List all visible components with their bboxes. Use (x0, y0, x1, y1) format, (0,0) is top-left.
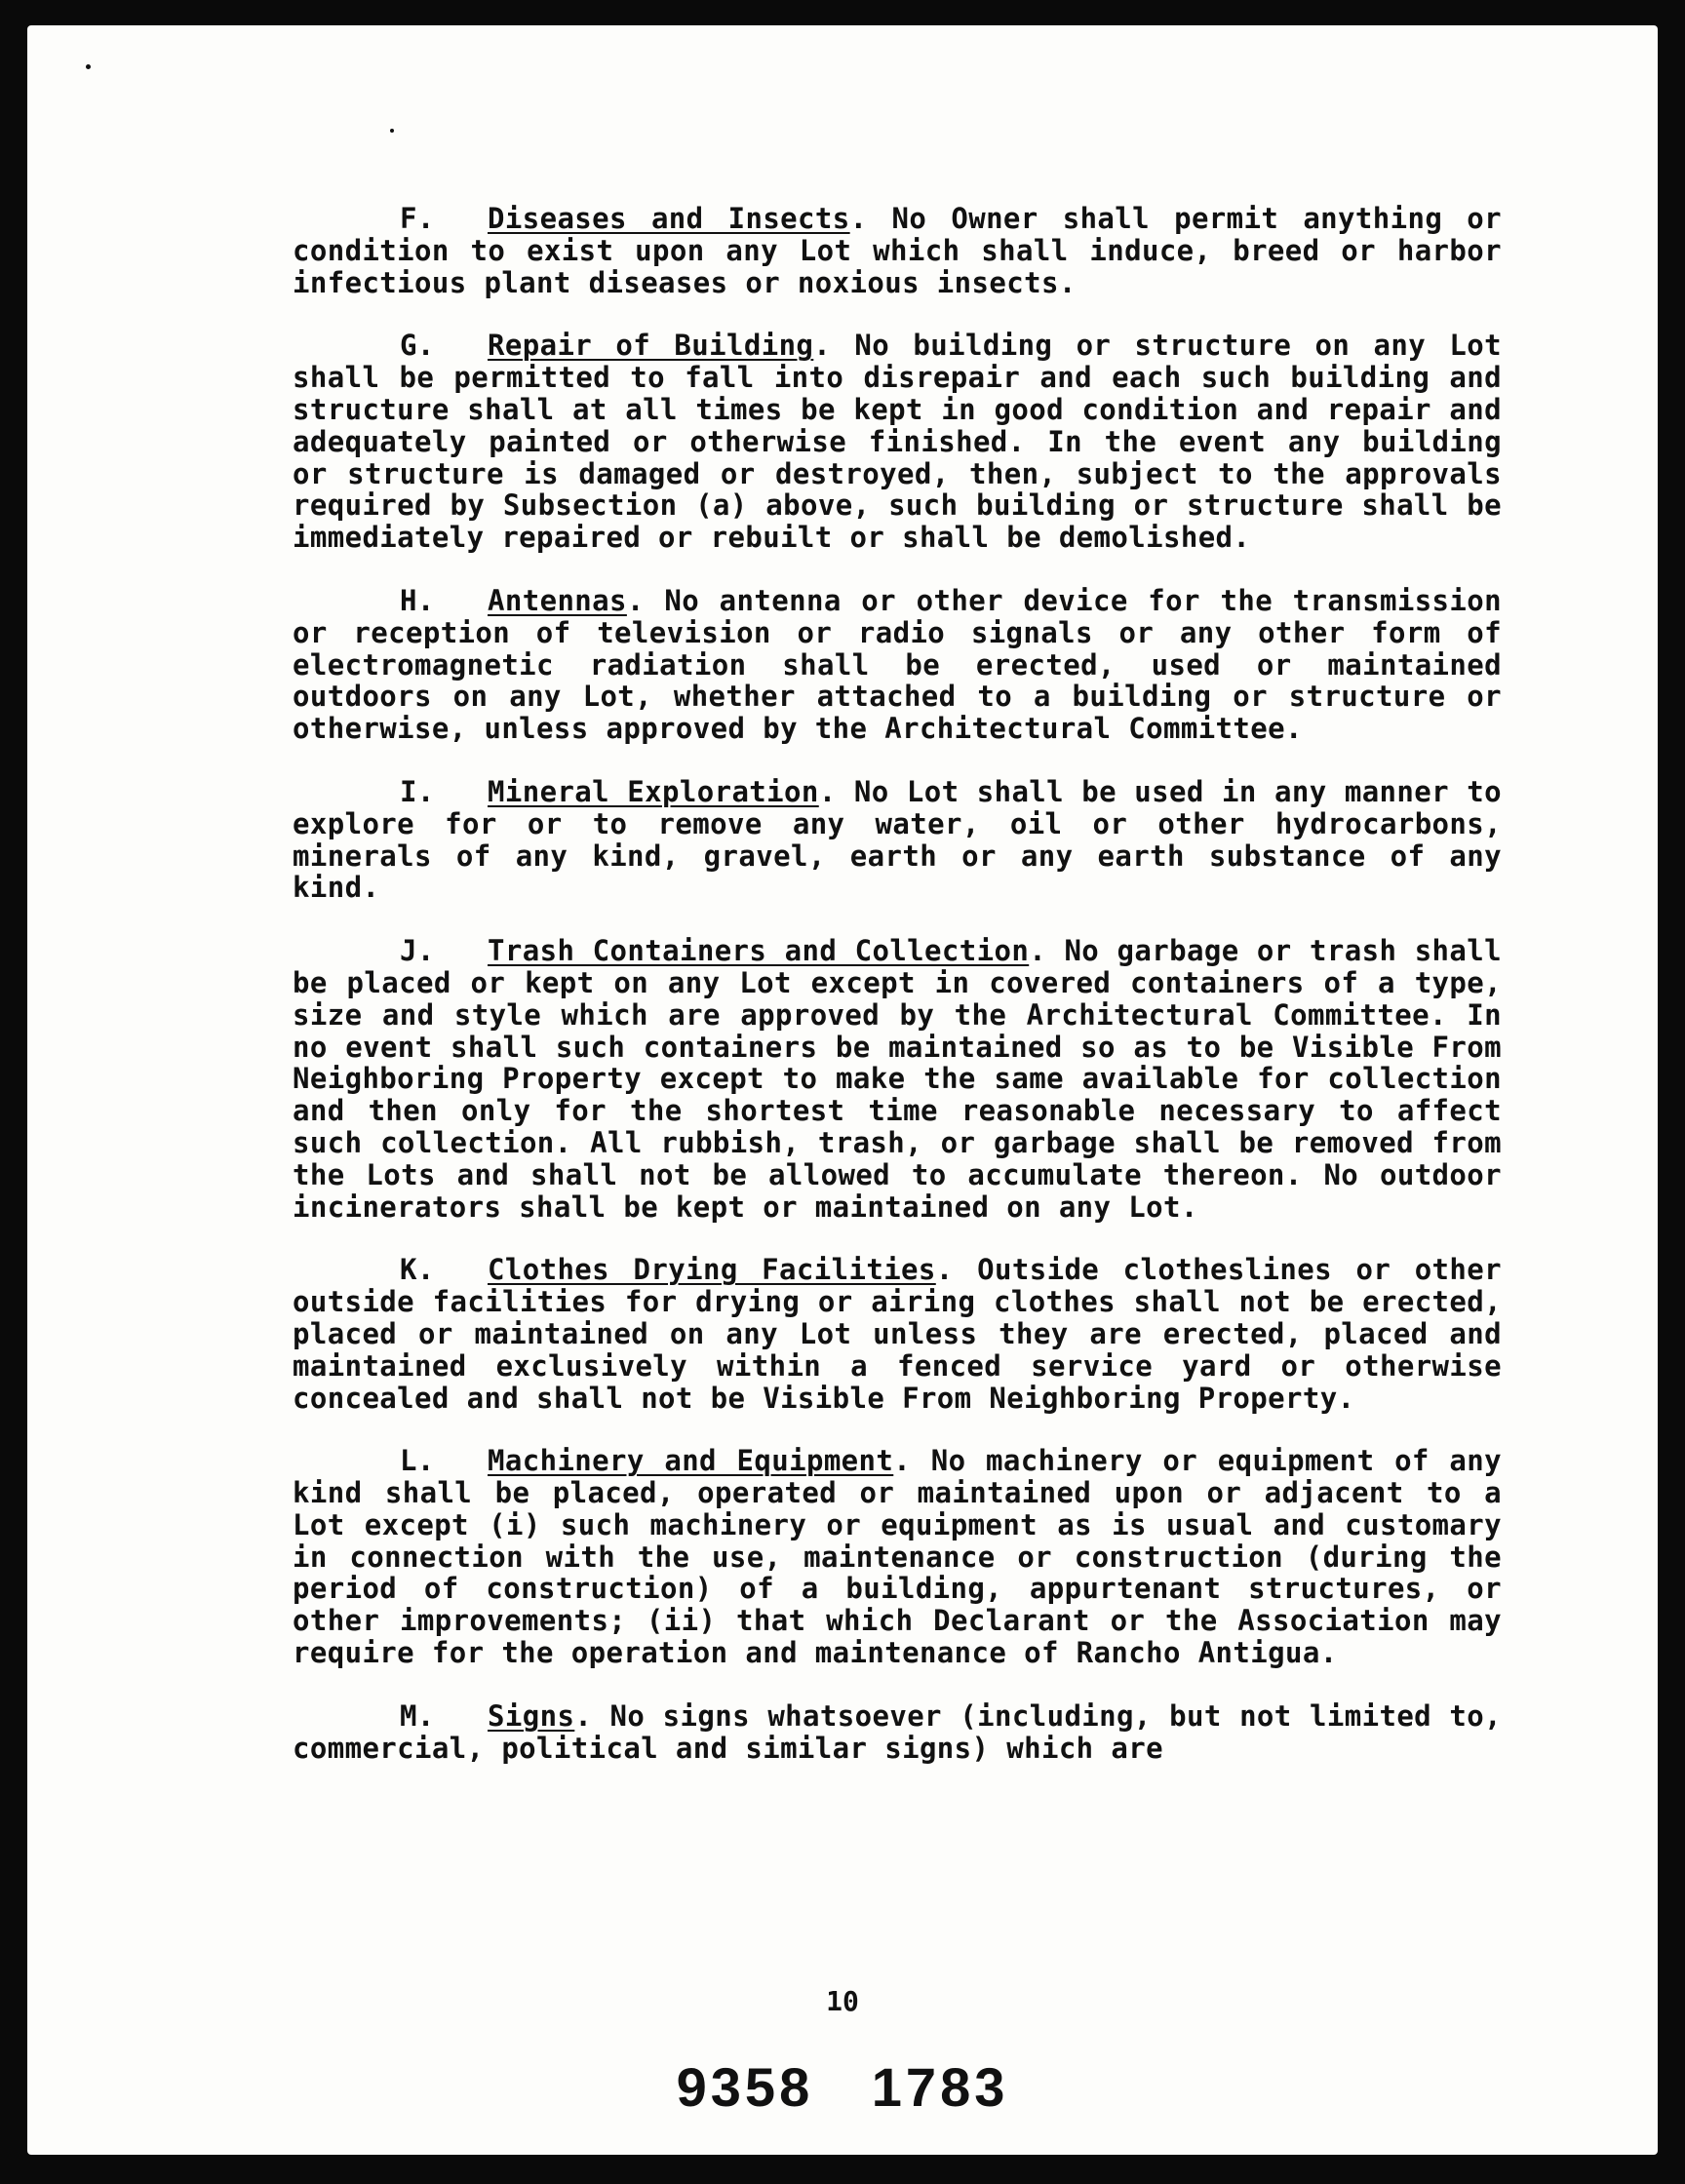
section-letter: L. (400, 1444, 435, 1478)
section-letter: I. (400, 774, 435, 808)
section-k (293, 1254, 1502, 1414)
section-letter: F. (400, 202, 435, 235)
section-text: . No Owner shall permit anything or condition to exist upon any Lot which shall induce, breed or harbor infectious plant diseases or noxious insects. (293, 202, 1502, 299)
section-heading: Diseases and Insects (488, 202, 850, 235)
section-i (293, 776, 1502, 904)
section-letter: J. (400, 934, 435, 968)
section-heading: Antennas (488, 583, 627, 617)
section-text: . No garbage or trash shall be placed or kept on any Lot except in covered containers of a type, size and style which are approved by the Architectural Committee. In no event shall such containers be maintained so as to be Visible From Neighboring Property except to make the same available for collection and then only for the shortest time reasonable necessary to affect such collection. All rubbish, trash, or garbage shall be removed from the Lots and shall not be allowed to accumulate thereon. No outdoor incinerators shall be kept or maintained on any Lot. (293, 934, 1502, 1224)
section-heading: Signs (488, 1698, 575, 1733)
section-heading: Repair of Building (488, 329, 814, 363)
section-h (293, 585, 1502, 745)
paragraph (293, 203, 1502, 298)
section-text: . No signs whatsoever (including, but not limited to, commercial, political and similar signs) which are (293, 1698, 1502, 1765)
paragraph (293, 1254, 1502, 1414)
section-m (293, 1700, 1502, 1765)
document-number: 9358 1783 (676, 2056, 1009, 2118)
section-text: . No machinery or equipment of any kind shall be placed, operated or maintained upon or adjacent to a Lot except (i) such machinery or equipment as is usual and customary in connection with the use, maintenance or construction (during the period of construction) of a building, appurtenant structures, or other improvements; (ii) that which Declarant or the Association may require for the operation and maintenance of Rancho Antigua. (293, 1444, 1502, 1670)
section-l (293, 1445, 1502, 1669)
section-letter: K. (400, 1253, 435, 1287)
paragraph (293, 585, 1502, 745)
paragraph (293, 776, 1502, 904)
scan-speck (86, 64, 91, 69)
section-heading: Clothes Drying Facilities (488, 1253, 936, 1287)
section-letter: H. (400, 583, 435, 617)
paragraph (293, 935, 1502, 1223)
scan-speck (390, 129, 394, 133)
paragraph (293, 1700, 1502, 1765)
section-text: . No Lot shall be used in any manner to explore for or to remove any water, oil or other hydrocarbons, minerals of any kind, gravel, earth or any earth substance of any kind. (293, 774, 1502, 905)
page-number: 10 (826, 1985, 859, 2017)
document-body (293, 203, 1502, 1795)
section-text: . No antenna or other device for the transmission or reception of television or radio signals or any other form of electromagnetic radiation shall be erected, used or maintained outdoors on any Lot, whether attached to a building or structure or otherwise, unless approved by the Architectural Committee. (293, 583, 1502, 746)
paragraph (293, 330, 1502, 554)
section-heading: Trash Containers and Collection (488, 934, 1030, 968)
section-heading: Machinery and Equipment (488, 1444, 894, 1478)
paragraph (293, 1445, 1502, 1669)
section-letter: M. (400, 1698, 435, 1733)
section-letter: G. (400, 329, 435, 363)
section-j (293, 935, 1502, 1223)
section-text: . Outside clotheslines or other outside facilities for drying or airing clothes shall not be erected, placed or maintained on any Lot unless they are erected, placed and maintained exclusively within a fenced service yard or otherwise concealed and shall not be Visible From Neighboring Property. (293, 1253, 1502, 1415)
section-f (293, 203, 1502, 298)
section-g (293, 330, 1502, 554)
section-heading: Mineral Exploration (488, 774, 819, 808)
section-text: . No building or structure on any Lot shall be permitted to fall into disrepair and each such building and structure shall at all times be kept in good condition and repair and adequately painted or otherwise finished. In the event any building or structure is damaged or destroyed, then, subject to the approvals required by Subsection (a) above, such building or structure shall be immediately repaired or rebuilt or shall be demolished. (293, 329, 1502, 555)
